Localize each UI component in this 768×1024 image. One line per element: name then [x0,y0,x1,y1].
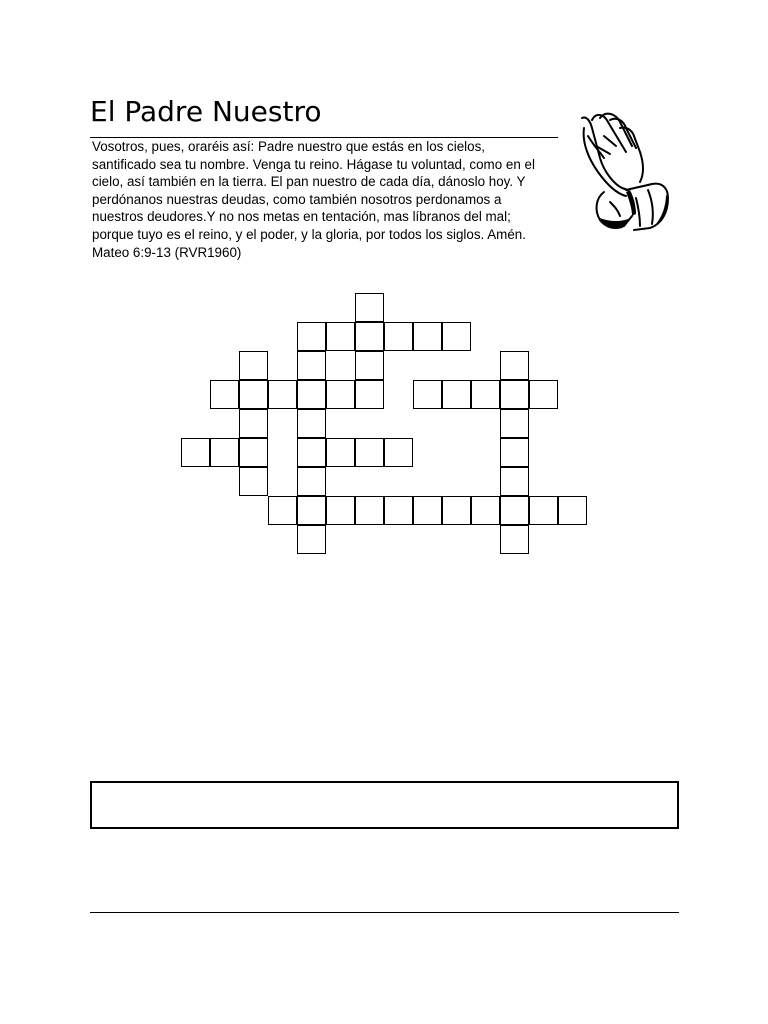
crossword-cell[interactable] [239,467,268,496]
crossword-cell[interactable] [500,409,529,438]
crossword-cell[interactable] [239,438,268,467]
crossword-cell[interactable] [500,496,529,525]
crossword-cell[interactable] [471,380,500,409]
crossword-cell[interactable] [413,380,442,409]
verse-line: cielo, así también en la tierra. El pan nuestro de cada día, dánoslo hoy. Y [92,174,526,190]
crossword-cell[interactable] [297,496,326,525]
crossword-cell[interactable] [384,438,413,467]
verse-line: perdónanos nuestras deudas, como también nosotros perdonamos a [92,191,502,207]
crossword-cell[interactable] [239,409,268,438]
crossword-cell[interactable] [268,380,297,409]
crossword-cell[interactable] [181,438,210,467]
crossword-cell[interactable] [500,380,529,409]
crossword-cell[interactable] [210,380,239,409]
verse-line: Vosotros, pues, oraréis así: Padre nuestro que estás en los cielos, [92,139,486,154]
verse-line: porque tuyo es el reino, y el poder, y la gloria, por todos los siglos. Amén. [92,226,526,242]
crossword-cell[interactable] [210,438,239,467]
crossword-cell[interactable] [297,351,326,380]
crossword-cell[interactable] [384,322,413,351]
crossword-cell[interactable] [529,380,558,409]
crossword-cell[interactable] [297,409,326,438]
crossword-cell[interactable] [500,525,529,554]
crossword-cell[interactable] [355,496,384,525]
crossword-cell[interactable] [355,322,384,351]
page-title: El Padre Nuestro [90,95,322,128]
crossword-cell[interactable] [355,438,384,467]
crossword-cell[interactable] [326,496,355,525]
crossword-cell[interactable] [239,380,268,409]
crossword-cell[interactable] [297,467,326,496]
crossword-cell[interactable] [355,293,384,322]
crossword-cell[interactable] [239,351,268,380]
crossword-cell[interactable] [500,438,529,467]
crossword-cell[interactable] [297,322,326,351]
praying-hands-icon [570,106,690,240]
crossword-cell[interactable] [326,438,355,467]
crossword-cell[interactable] [297,525,326,554]
verse-text [92,138,562,261]
crossword-cell[interactable] [326,380,355,409]
crossword-cell[interactable] [355,351,384,380]
crossword-cell[interactable] [384,496,413,525]
verse-reference: Mateo 6:9-13 (RVR1960) [92,244,242,260]
crossword-cell[interactable] [500,467,529,496]
crossword-cell[interactable] [326,322,355,351]
crossword-cell[interactable] [500,351,529,380]
crossword-cell[interactable] [442,322,471,351]
crossword-cell[interactable] [442,380,471,409]
answer-box[interactable] [90,781,679,829]
footer-divider [90,912,679,913]
verse-line: nuestros deudores.Y no nos metas en tentación, mas líbranos del mal; [92,209,511,225]
crossword-cell[interactable] [529,496,558,525]
crossword-cell[interactable] [413,322,442,351]
crossword-cell[interactable] [442,496,471,525]
crossword-cell[interactable] [413,496,442,525]
verse-line: santificado sea tu nombre. Venga tu reino. Hágase tu voluntad, como en el [92,156,535,172]
crossword-cell[interactable] [297,380,326,409]
crossword-cell[interactable] [471,496,500,525]
crossword-cell[interactable] [558,496,587,525]
crossword-cell[interactable] [297,438,326,467]
crossword-cell[interactable] [355,380,384,409]
crossword-cell[interactable] [268,496,297,525]
